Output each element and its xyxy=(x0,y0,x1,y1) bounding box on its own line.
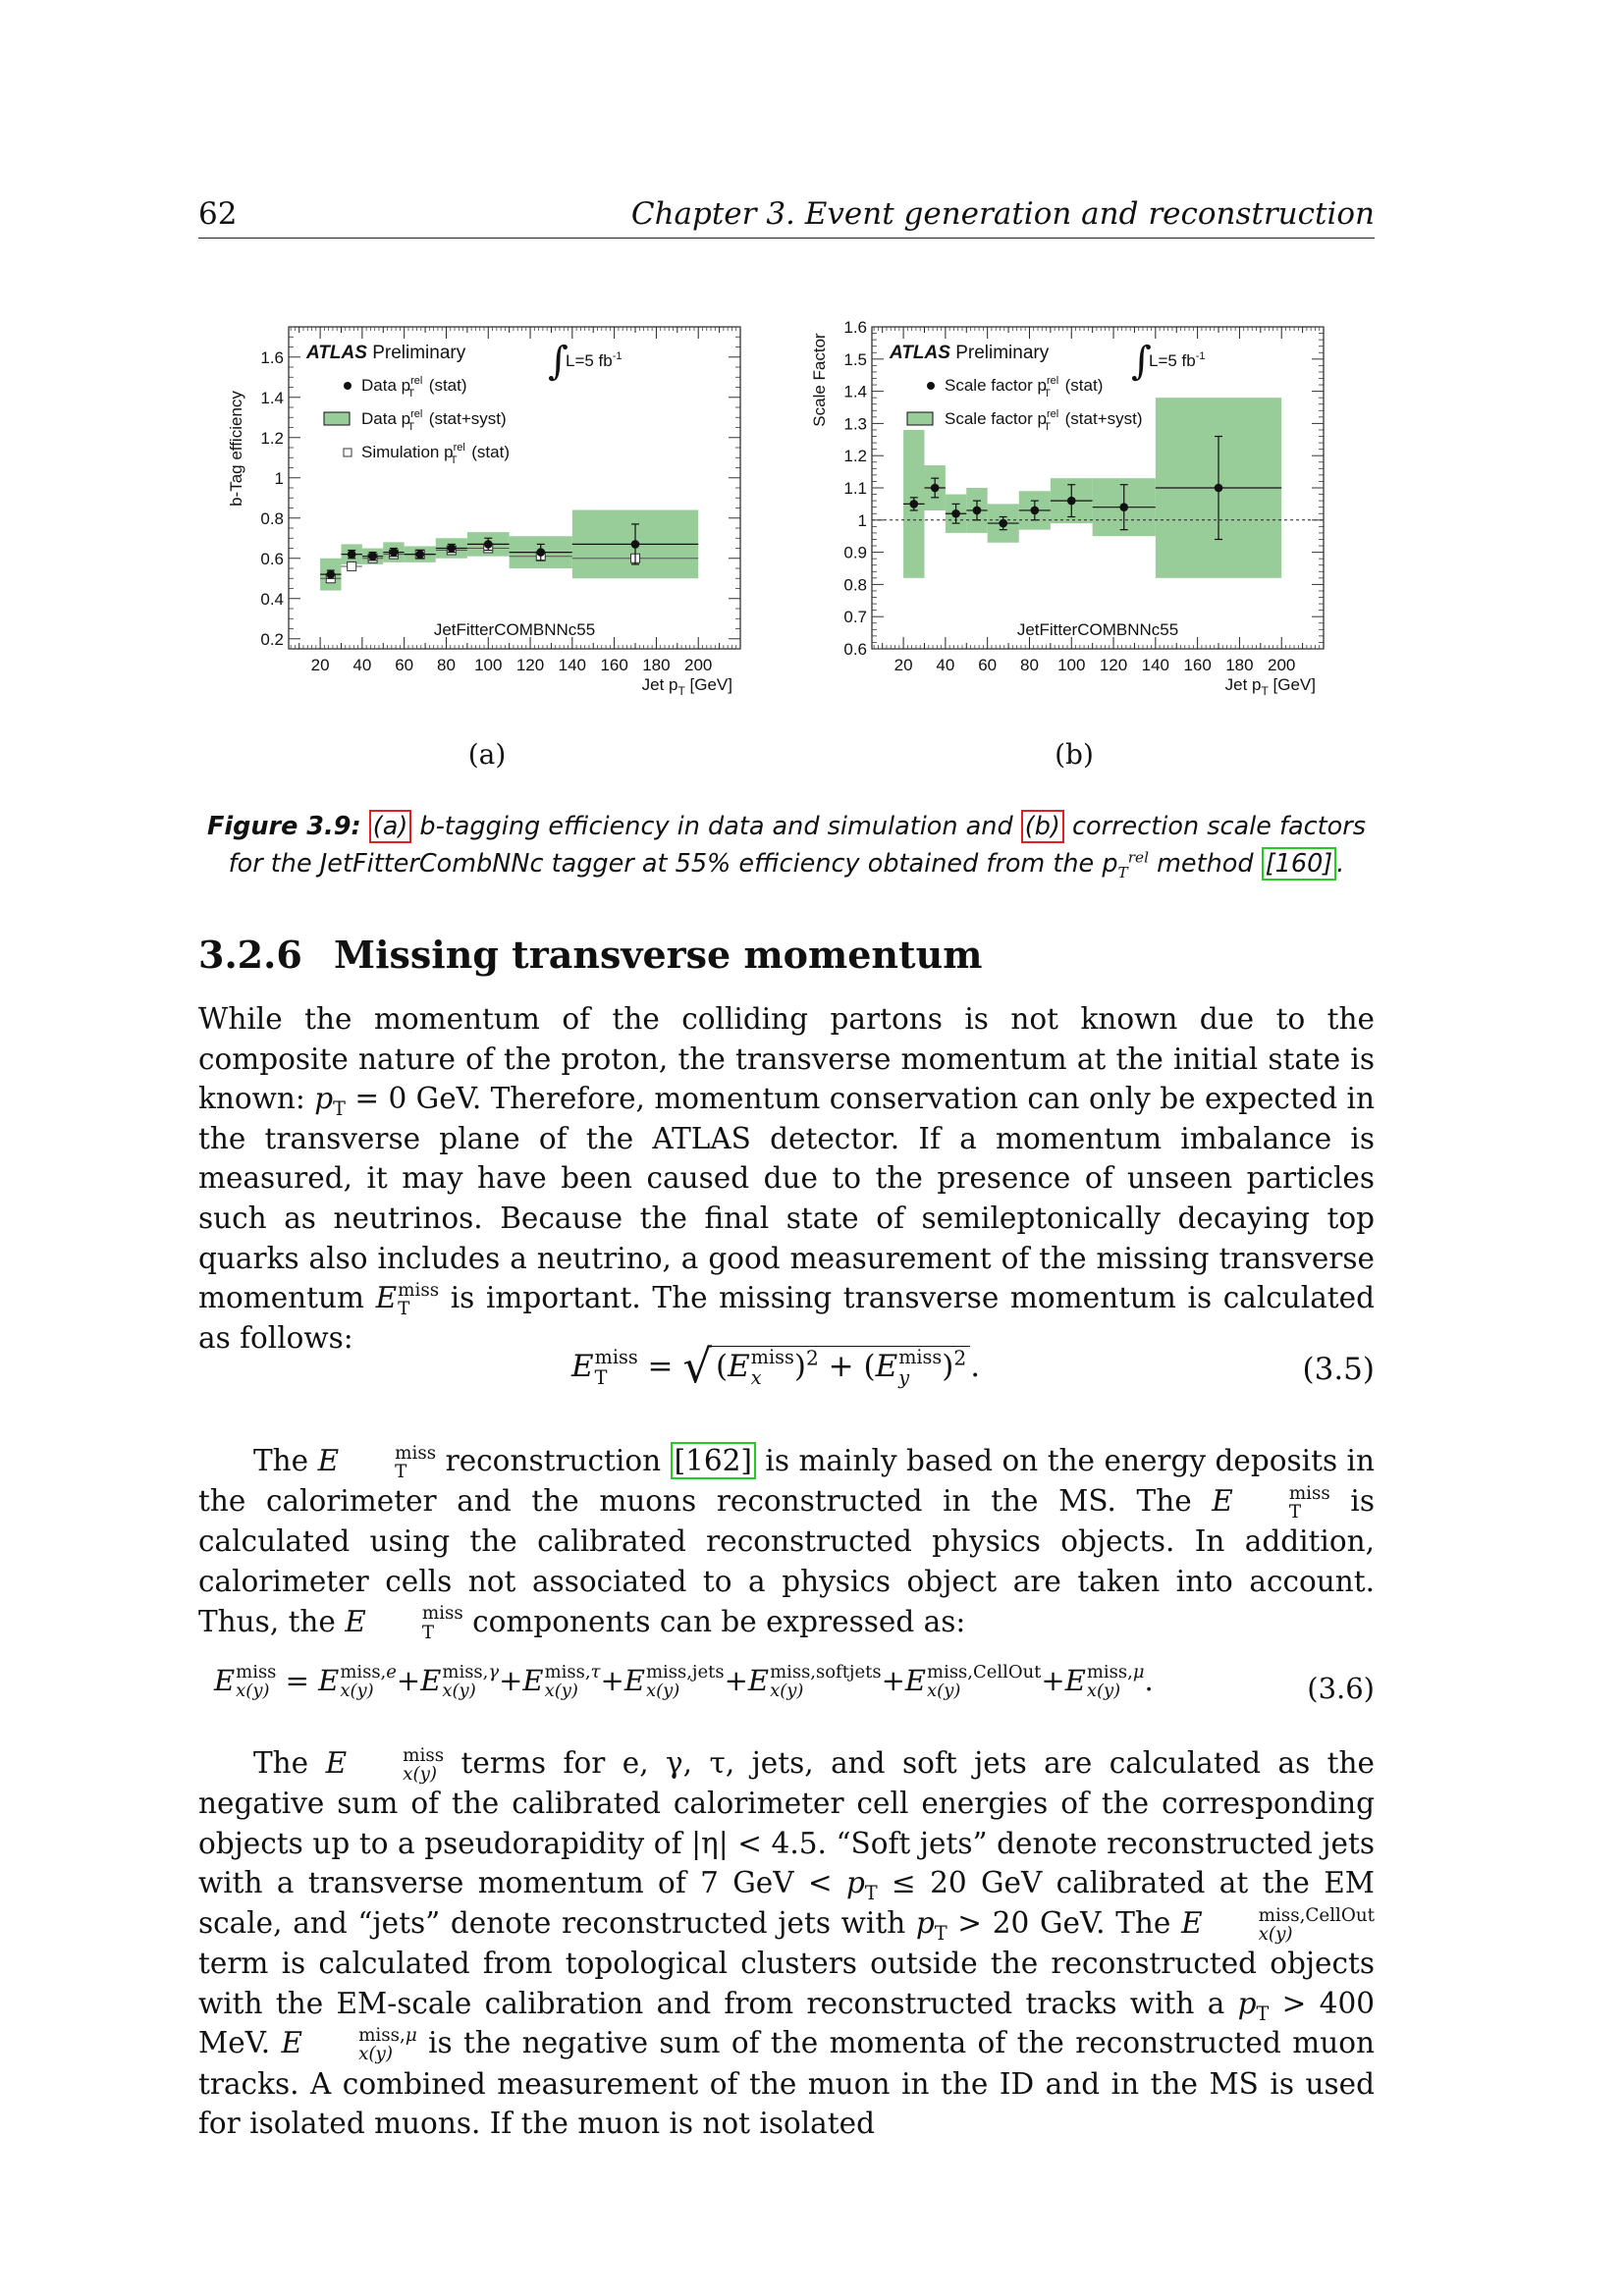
x-tick-label: 20 xyxy=(310,656,330,674)
y-tick-label: 1.5 xyxy=(843,349,867,369)
data-point xyxy=(909,500,918,508)
data-point xyxy=(1215,484,1223,493)
lumi-label: L=5 $fb^{-1}$ xyxy=(1149,350,1206,370)
data-point xyxy=(1119,503,1128,511)
data-point xyxy=(536,548,545,557)
y-tick-label: 1.2 xyxy=(260,428,284,448)
y-tick-label: 0.6 xyxy=(260,549,284,568)
legend-marker-square xyxy=(344,449,352,456)
x-tick-label: 60 xyxy=(978,656,998,674)
x-tick-label: 80 xyxy=(1020,656,1039,674)
caption-cite[interactable]: [160] xyxy=(1262,847,1337,881)
atlas-label: ATLAS Preliminary xyxy=(890,343,1050,363)
subfigure-label-b: (b) xyxy=(1055,738,1094,771)
equation-3-6: E miss x(y) = E miss,e x(y) +E miss,γ x(y) +E miss,τ x(y) +E miss,jets x(y) +E miss,softjets x(y) +E miss,CellOut x(y) +E miss,μ x(y) . (3.6) xyxy=(214,1662,1375,1705)
x-tick-label: 120 xyxy=(515,656,545,674)
citation-162[interactable]: [162] xyxy=(671,1442,756,1479)
para1-end: is important. The missing transverse momentum is calculated as follows: xyxy=(198,1281,1375,1356)
integral-sign: ∫ xyxy=(548,339,568,384)
y-tick-label: 0.6 xyxy=(843,640,867,659)
data-point xyxy=(326,570,335,579)
paragraph-3: The E miss x(y) terms for e, γ, τ, jets, and soft jets are calculated as the negative sum of the calibrated calorimeter cell energies of the corresponding objects up to a pseudorapidity of |η| < 4.5. “Soft jets” denote reconstructed jets with a transverse momentum of 7 GeV < $p_T \le 20$ GeV calibrated at the EM scale, and “jets” denote reconstructed jets with $p_T > 20$ GeV. The E miss,CellOut x(y) term is calculated from topological clusters outside the reconstructed objects with the EM-scale calibration and from reconstructed tracks with a $p_T > 400$ MeV. E miss,μ x(y) is the negative sum of the momenta of the reconstructed muon tracks. A combined measurement of the muon in the ID and in the MS is used for isolated muons. If the muon is not isolated xyxy=(198,1744,1375,2141)
integral-sign: ∫ xyxy=(1131,339,1152,384)
y-tick-label: 1.2 xyxy=(843,447,867,466)
data-point xyxy=(973,507,982,515)
equation-3-5: E miss T = √ (E miss x )$^2$ + (E miss y )$^2$ . (3.5) xyxy=(571,1340,1375,1393)
legend-label: Scale factor $p^{rel}$ T (stat+syst) xyxy=(945,408,1143,433)
y-tick-label: 1.4 xyxy=(843,382,867,401)
data-point xyxy=(390,548,399,557)
caption-label: Figure 3.9: xyxy=(206,812,361,841)
para2-t4: is calculated using the calibrated reconstructed physics objects. In addition, calorimeter cells not associated to a physics object are taken into account. Thus, the xyxy=(198,1484,1376,1638)
data-point xyxy=(999,519,1007,528)
figure-a xyxy=(222,309,752,707)
y-tick-label: 1.4 xyxy=(260,388,284,407)
y-tick-label: 0.4 xyxy=(260,589,284,609)
x-axis-label: Jet $p_T$ [GeV] xyxy=(1224,675,1316,698)
x-tick-label: 40 xyxy=(936,656,955,674)
x-tick-label: 80 xyxy=(437,656,456,674)
data-point xyxy=(348,550,356,559)
legend-marker-point xyxy=(927,382,935,390)
caption-ref-b[interactable]: (b) xyxy=(1021,810,1064,843)
section-heading xyxy=(198,933,982,977)
figure-b xyxy=(805,309,1335,707)
x-tick-label: 180 xyxy=(1225,656,1254,674)
para3-t1: The xyxy=(253,1746,326,1780)
x-tick-label: 140 xyxy=(558,656,587,674)
x-tick-label: 100 xyxy=(1057,656,1086,674)
legend-label: Simulation $p^{rel}$ T (stat) xyxy=(361,442,510,466)
y-tick-label: 1 xyxy=(857,510,867,530)
running-header xyxy=(198,192,1375,239)
caption-ref-a[interactable]: (a) xyxy=(369,810,412,843)
caption-text-3: method xyxy=(1157,849,1254,879)
legend-marker-band xyxy=(907,412,933,425)
x-tick-label: 40 xyxy=(352,656,372,674)
y-tick-label: 1.1 xyxy=(843,479,867,498)
x-tick-label: 160 xyxy=(1183,656,1212,674)
para3-t5: term is calculated from topological clusters outside the reconstructed objects with the EM-scale calibration and from reconstructed tracks with a xyxy=(198,1947,1375,2020)
section-title: Missing transverse momentum xyxy=(334,933,983,977)
y-tick-label: 1 xyxy=(274,468,284,488)
data-point xyxy=(368,552,377,561)
lumi-label: L=5 $fb^{-1}$ xyxy=(566,350,623,370)
subfigure-label-a: (a) xyxy=(467,738,507,771)
x-tick-label: 140 xyxy=(1141,656,1170,674)
tagger-label: JetFitterCOMBNNc55 xyxy=(433,620,596,639)
caption-text-2: correction scale factors for the JetFitterCombNNc tagger at 55% efficiency obtained from the p xyxy=(228,812,1367,879)
data-point xyxy=(931,484,940,493)
x-tick-label: 160 xyxy=(600,656,628,674)
x-tick-label: 120 xyxy=(1099,656,1128,674)
data-point xyxy=(484,540,493,549)
x-axis-label: Jet $p_T$ [GeV] xyxy=(641,675,732,698)
y-tick-label: 0.8 xyxy=(260,508,284,528)
para3-t3: ≤ 20 GeV calibrated at the EM scale, and “jets” denote reconstructed jets with xyxy=(198,1866,1375,1940)
equation-number-3-5: (3.5) xyxy=(1302,1352,1375,1387)
chart-b-tag-efficiency xyxy=(222,309,752,707)
y-tick-label: 0.9 xyxy=(843,543,867,562)
para3-t4: > 20 GeV. The xyxy=(947,1905,1182,1940)
legend-marker-point xyxy=(344,382,352,390)
figure-caption: Figure 3.9: (a) b-tagging efficiency in data and simulation and (b) correction scale factors for the JetFitterCombNNc tagger at 55% efficiency obtained from the $p_T^{rel}$ method [160] . xyxy=(206,812,1367,882)
y-tick-label: 1.6 xyxy=(843,318,867,337)
tagger-label: JetFitterCOMBNNc55 xyxy=(1016,620,1179,639)
legend-label: Scale factor $p^{rel}$ T (stat) xyxy=(945,375,1104,400)
chart-scale-factor xyxy=(805,309,1335,707)
para2-t3: is mainly based on the energy deposits in the calorimeter and the muons reconstructed in the MS. The xyxy=(198,1444,1375,1519)
sim-point xyxy=(348,561,356,570)
data-point xyxy=(631,540,640,549)
para1-line1: While the momentum of the colliding partons is not known due to the composite xyxy=(198,1002,1375,1076)
x-tick-label: 200 xyxy=(1268,656,1296,674)
plot-frame xyxy=(289,327,740,649)
atlas-label: ATLAS Preliminary xyxy=(306,343,466,363)
para1-line2: nature of the proton, the transverse momentum at the initial state is known: xyxy=(198,1041,1375,1116)
para2-t5: components can be expressed as: xyxy=(462,1604,966,1638)
caption-text-1: b-tagging efficiency in data and simulation and xyxy=(419,812,1013,841)
x-tick-label: 60 xyxy=(395,656,414,674)
legend-label: Data $p^{rel}$ T (stat+syst) xyxy=(361,408,507,433)
x-tick-label: 200 xyxy=(684,656,713,674)
y-axis-label: b-Tag efficiency xyxy=(227,391,245,507)
section-number: 3.2.6 xyxy=(198,933,302,977)
x-tick-label: 100 xyxy=(474,656,503,674)
para3-t2: terms for e, γ, τ, jets, and soft jets are calculated as the negative sum of the calibrated calorimeter cell energies of the corresponding objects up to a pseudorapidity of |η| < 4.5. “Soft jets” denote reconstructed jets with a transverse momentum of 7 GeV < xyxy=(198,1746,1375,1900)
data-point xyxy=(1067,497,1076,506)
paragraph-1: While the momentum of the colliding partons is not known due to the composite nature of the proton, the transverse momentum at the initial state is known: $p_T = 0$ GeV. Therefore, momentum conservation can only be expected in the transverse plane of the ATLAS detector. If a momentum imbalance is measured, it may have been caused due to the presence of unseen particles such as neutrinos. Because the final state of semileptonically decaying top quarks also includes a neutrino, a good measurement of the missing transverse momentum E miss T is important. The missing transverse momentum is calculated as follows: xyxy=(198,1002,1375,1356)
caption-end: . xyxy=(1336,849,1345,879)
data-point xyxy=(448,544,457,553)
y-tick-label: 0.2 xyxy=(260,629,284,649)
y-tick-label: 1.3 xyxy=(843,414,867,434)
chapter-title: Chapter 3. Event generation and reconstruction xyxy=(630,196,1375,232)
legend-marker-band xyxy=(324,412,350,425)
data-point xyxy=(415,550,424,559)
data-point xyxy=(1031,507,1040,515)
para1-body: 0 GeV. Therefore, momentum conservation can only be expected in the transverse plane of the ATLAS detector. If a momentum imbalance is measured, it may have been caused due to the presence of unseen particles such as neutrinos. Because the final state of semileptonically decaying top quarks also includes a neutrino, a good measurement of the missing transverse momentum xyxy=(198,1082,1375,1315)
para2-t2: reconstruction xyxy=(436,1444,671,1477)
x-tick-label: 20 xyxy=(893,656,913,674)
legend-label: Data $p^{rel}$ T (stat) xyxy=(361,375,467,400)
page-number: 62 xyxy=(198,196,238,232)
para2-t1: The xyxy=(253,1444,318,1477)
paragraph-2: The E miss T reconstruction [162] is mainly based on the energy deposits in the calorimeter and the muons reconstructed in the MS. The E miss T is calculated using the calibrated reconstructed physics objects. In addition, calorimeter cells not associated to a physics object are taken into account. Thus, the E miss T components can be expressed as: xyxy=(198,1442,1376,1643)
y-tick-label: 0.8 xyxy=(843,575,867,595)
para3-t7: is the negative sum of the momenta of the reconstructed muon tracks. A combined measurement of the muon in the ID and in the MS is used for isolated muons. If the muon is not isolated xyxy=(198,2026,1375,2141)
y-tick-label: 1.6 xyxy=(260,347,284,367)
x-tick-label: 180 xyxy=(642,656,671,674)
equation-number-3-6: (3.6) xyxy=(1307,1672,1375,1705)
para3-t6: > 400 MeV. xyxy=(198,1986,1375,2060)
data-point xyxy=(951,509,960,518)
y-tick-label: 0.7 xyxy=(843,608,867,627)
y-axis-label: Scale Factor xyxy=(810,333,829,427)
